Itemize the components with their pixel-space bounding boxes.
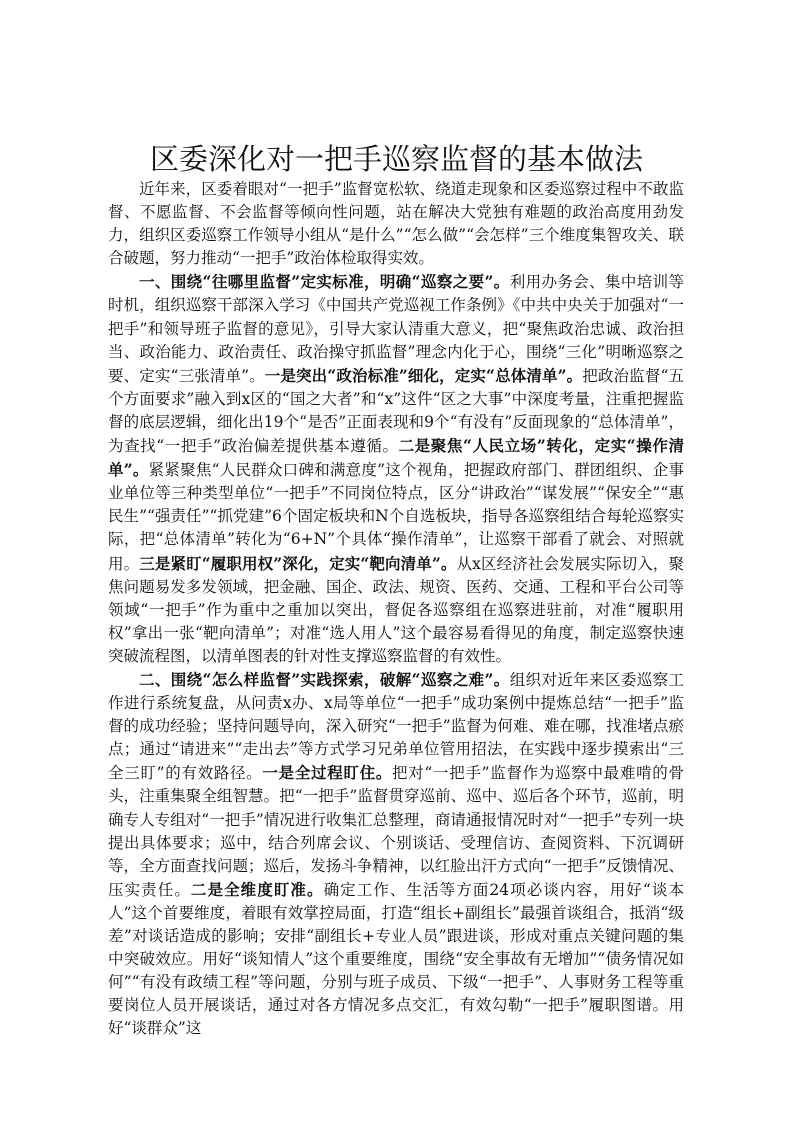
section-1-point-2-heading: 二是聚焦“人民立场”转化，定实“操作清单”。 bbox=[108, 436, 684, 480]
section-2-point-1-text: 把对“一把手”监督作为巡察中最难啃的骨头，注重集聚全组智慧。把“一把手”监督贯穿巡前、巡中、巡后各个环节，巡前，明确专人专组对“一把手”情况进行收集汇总整理，商请通报情况时对“一把手”专列一块提出具体要求；巡中，结合列席会议、个别谈话、受理信访、查阅资料、下沉调研等，全方面查找问题；巡后，发扬斗争精神，以红脸出汗方式向“一把手”反馈情况、压实责任。 bbox=[108, 764, 684, 899]
document-body bbox=[108, 178, 684, 1040]
section-2-point-2-heading: 二是全维度盯准。 bbox=[190, 879, 324, 899]
section-1-point-1-heading: 一是突出“政治标准”细化，定实“总体清单”。 bbox=[264, 365, 583, 385]
section-2-text: 组织对近年来区委巡察工作进行系统复盘，从问责x办、x局等单位“一把手”成功案例中提炼总结“一把手”监督的成功经验；坚持问题导向，深入研究“一把手”监督为何难、难在哪，找准堵点瘀点；通过“请进来”“走出去”等方式学习兄弟单位管用招法，在实践中逐步摸索出“三全三盯”的有效路径。 bbox=[108, 670, 684, 783]
section-2-heading: 二、围绕“怎么样监督”实践探索，破解“巡察之难”。 bbox=[139, 669, 510, 689]
section-1-point-2-text: 紧紧聚焦“人民群众口碑和满意度”这个视角，把握政府部门、群团组织、企事业单位等三种类型单位“一把手”不同岗位特点，区分“讲政治”“谋发展”“保安全”“惠民生”“强责任”“抓党建”6个固定板块和N个自选板块，指导各巡察组结合每轮巡察实际，把“总体清单”转化为“6+N”个具体“操作清单”，让巡察干部看了就会、对照就用。 bbox=[108, 461, 684, 573]
section-1-heading: 一、围绕“往哪里监督”定实标准，明确“巡察之要”。 bbox=[139, 272, 510, 292]
section-2-point-1-heading: 一是全过程盯住。 bbox=[262, 763, 393, 783]
section-1-point-1-text: 把政治监督“五个方面要求”融入到x区的“国之大者”和“x”这件“区之大事”中深度考量，注重把握监督的底层逻辑，细化出19个“是否”正面表现和9个“有没有”反面现象的“总体清单”，为查找“一把手”政治偏差提供基本遵循。 bbox=[108, 366, 684, 456]
section-1-paragraph bbox=[108, 270, 684, 668]
intro-paragraph: 近年来，区委着眼对“一把手”监督宽松软、绕道走现象和区委巡察过程中不敢监督、不愿监督、不会监督等倾向性问题，站在解决大党独有难题的政治高度用劲发力，组织区委巡察工作领导小组从“是什么”“怎么做”“会怎样”三个维度集智攻关、联合破题，努力推动“一把手”政治体检取得实效。 bbox=[108, 180, 684, 268]
section-2-point-2-text: 确定工作、生活等方面24项必谈内容，用好“谈本人”这个首要维度，着眼有效掌控局面，打造“组长+副组长”最强首谈组合，抵消“级差”对谈话造成的影响；安排“副组长+专业人员”跟进谈，形成对重点关键问题的集中突破效应。用好“谈知情人”这个重要维度，围绕“安全事故有无增加”“债务情况如何”“有没有政绩工程”等问题，分别与班子成员、下级“一把手”、人事财务工程等重要岗位人员开展谈话，通过对各方情况多点交汇，有效勾勒“一把手”履职图谱。用好“谈群众”这 bbox=[108, 880, 684, 1038]
document-title: 区委深化对一把手巡察监督的基本做法 bbox=[149, 142, 643, 176]
section-1-text: 利用办务会、集中培训等时机，组织巡察干部深入学习《中国共产党巡视工作条例》《中共中央关于加强对“一把手”和领导班子监督的意见》，引导大家认清重大意义，把“聚焦政治忠诚、政治担当、政治能力、政治责任、政治操守抓监督”理念内化于心，围绕“三化”明晰巡察之要、定实“三张清单”。 bbox=[108, 273, 684, 385]
section-2-paragraph bbox=[108, 668, 684, 1041]
section-1-point-3-heading: 三是紧盯“履职用权”深化，定实“靶向清单”。 bbox=[139, 553, 457, 573]
section-1-point-3-text: 从x区经济社会发展实际切入，聚焦问题易发多发领域，把金融、国企、政法、规资、医药、交通、工程和平台公司等领域“一把手”作为重中之重加以突出，督促各巡察组在巡察进驻前，对准“履职用权”拿出一张“靶向清单”；对准“选人用人”这个最容易看得见的角度，制定巡察快速突破流程图，以清单图表的针对性支撑巡察监督的有效性。 bbox=[108, 554, 684, 665]
